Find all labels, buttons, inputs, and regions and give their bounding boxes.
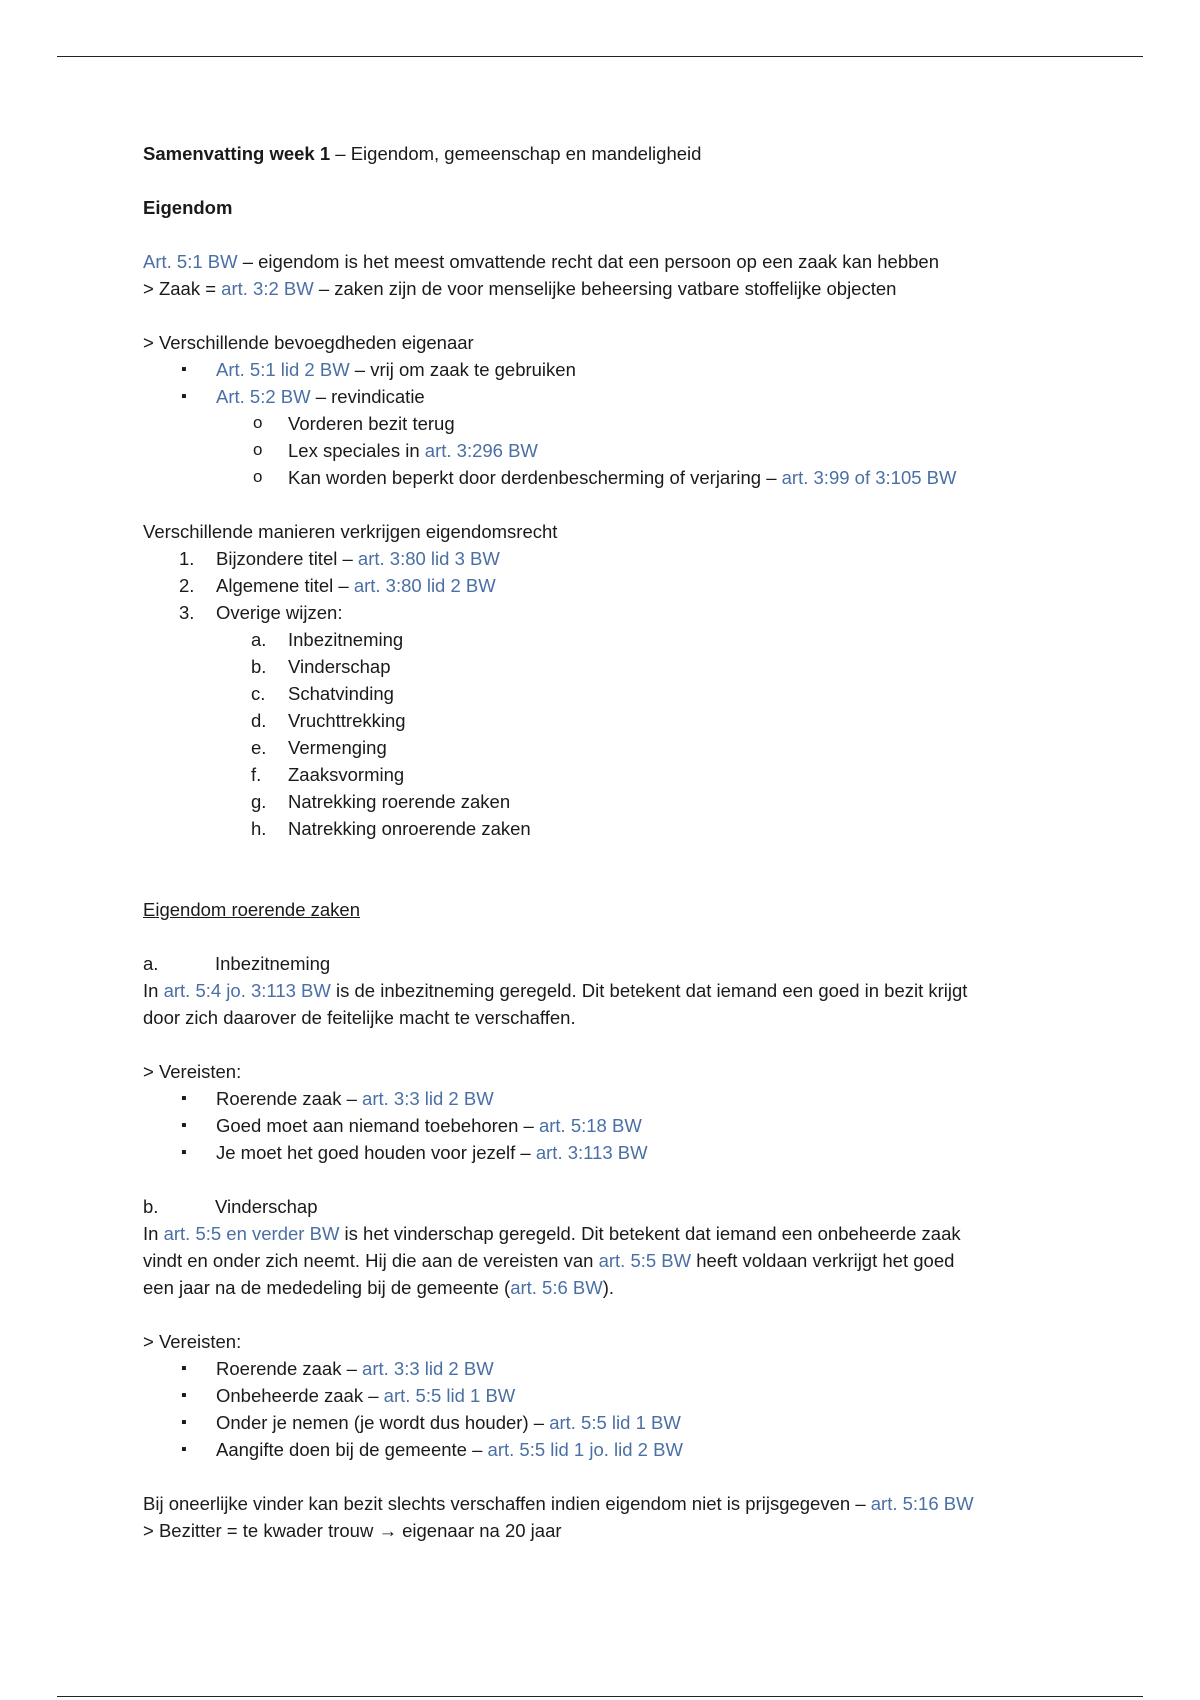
numbered-item: 3. Overige wijzen:: [179, 602, 343, 623]
paragraph-line: vindt en onder zich neemt. Hij die aan de vereisten van art. 5:5 BW heeft voldaan verkrijgt het goed: [143, 1250, 955, 1271]
paragraph-line: een jaar na de mededeling bij de gemeente (art. 5:6 BW).: [143, 1277, 615, 1298]
lettered-item: b. Vinderschap: [251, 656, 391, 677]
footer-rule: [57, 1696, 1143, 1697]
paragraph-line: door zich daarover de feitelijke macht te verschaffen.: [143, 1007, 576, 1028]
subheading: Verschillende manieren verkrijgen eigendomsrecht: [143, 521, 558, 542]
document-title: Samenvatting week 1 – Eigendom, gemeenschap en mandeligheid: [143, 143, 702, 164]
numbered-item: 2. Algemene titel – art. 3:80 lid 2 BW: [179, 575, 496, 596]
numbered-item: 1. Bijzondere titel – art. 3:80 lid 3 BW: [179, 548, 500, 569]
bullet-item: ▪ Aangifte doen bij de gemeente – art. 5:5 lid 1 jo. lid 2 BW: [143, 1436, 1103, 1463]
subheading: > Vereisten:: [143, 1331, 242, 1352]
sub-bullet-item: o Kan worden beperkt door derdenbescherming of verjaring – art. 3:99 of 3:105 BW: [143, 464, 1103, 491]
section-heading-eigendom: Eigendom: [143, 197, 233, 218]
document-body: [143, 140, 1103, 1544]
definition-line: Art. 5:1 BW – eigendom is het meest omvattende recht dat een persoon op een zaak kan hebben: [143, 251, 939, 272]
definition-line: > Zaak = art. 3:2 BW – zaken zijn de voor menselijke beheersing vatbare stoffelijke objecten: [143, 278, 897, 299]
lettered-item: f. Zaaksvorming: [251, 764, 405, 785]
bullet-item: ▪ Goed moet aan niemand toebehoren – art. 5:18 BW: [143, 1112, 1103, 1139]
paragraph-line: In art. 5:4 jo. 3:113 BW is de inbezitneming geregeld. Dit betekent dat iemand een goed in bezit krijgt: [143, 980, 968, 1001]
header-rule: [57, 56, 1143, 57]
bullet-item: ▪ Je moet het goed houden voor jezelf – art. 3:113 BW: [143, 1139, 1103, 1166]
lettered-item: a. Inbezitneming: [251, 629, 404, 650]
bullet-item: ▪ Roerende zaak – art. 3:3 lid 2 BW: [143, 1355, 1103, 1382]
paragraph-line: In art. 5:5 en verder BW is het vinderschap geregeld. Dit betekent dat iemand een onbeheerde zaak: [143, 1223, 961, 1244]
bullet-item: ▪ Roerende zaak – art. 3:3 lid 2 BW: [143, 1085, 1103, 1112]
subheading: > Verschillende bevoegdheden eigenaar: [143, 332, 474, 353]
bullet-item: ▪ Onder je nemen (je wordt dus houder) – art. 5:5 lid 1 BW: [143, 1409, 1103, 1436]
subsection-heading: b. Vinderschap: [143, 1196, 318, 1217]
sub-bullet-item: o Lex speciales in art. 3:296 BW: [143, 437, 1103, 464]
lettered-item: e. Vermenging: [251, 737, 387, 758]
bullet-item: ▪ Onbeheerde zaak – art. 5:5 lid 1 BW: [143, 1382, 1103, 1409]
lettered-item: h. Natrekking onroerende zaken: [251, 818, 531, 839]
lettered-item: g. Natrekking roerende zaken: [251, 791, 511, 812]
paragraph-line: Bij oneerlijke vinder kan bezit slechts verschaffen indien eigendom niet is prijsgegeven – art. 5:16 BW: [143, 1493, 974, 1514]
subsection-heading: a. Inbezitneming: [143, 953, 331, 974]
subheading: > Vereisten:: [143, 1061, 242, 1082]
lettered-item: d. Vruchttrekking: [251, 710, 406, 731]
section-heading-roerende-zaken: Eigendom roerende zaken: [143, 899, 361, 920]
lettered-item: c. Schatvinding: [251, 683, 394, 704]
bullet-item: ▪ Art. 5:1 lid 2 BW – vrij om zaak te gebruiken: [143, 356, 1103, 383]
sub-bullet-item: o Vorderen bezit terug: [143, 410, 1103, 437]
bullet-item: ▪ Art. 5:2 BW – revindicatie: [143, 383, 1103, 410]
paragraph-line: > Bezitter = te kwader trouw → eigenaar na 20 jaar: [143, 1520, 562, 1541]
